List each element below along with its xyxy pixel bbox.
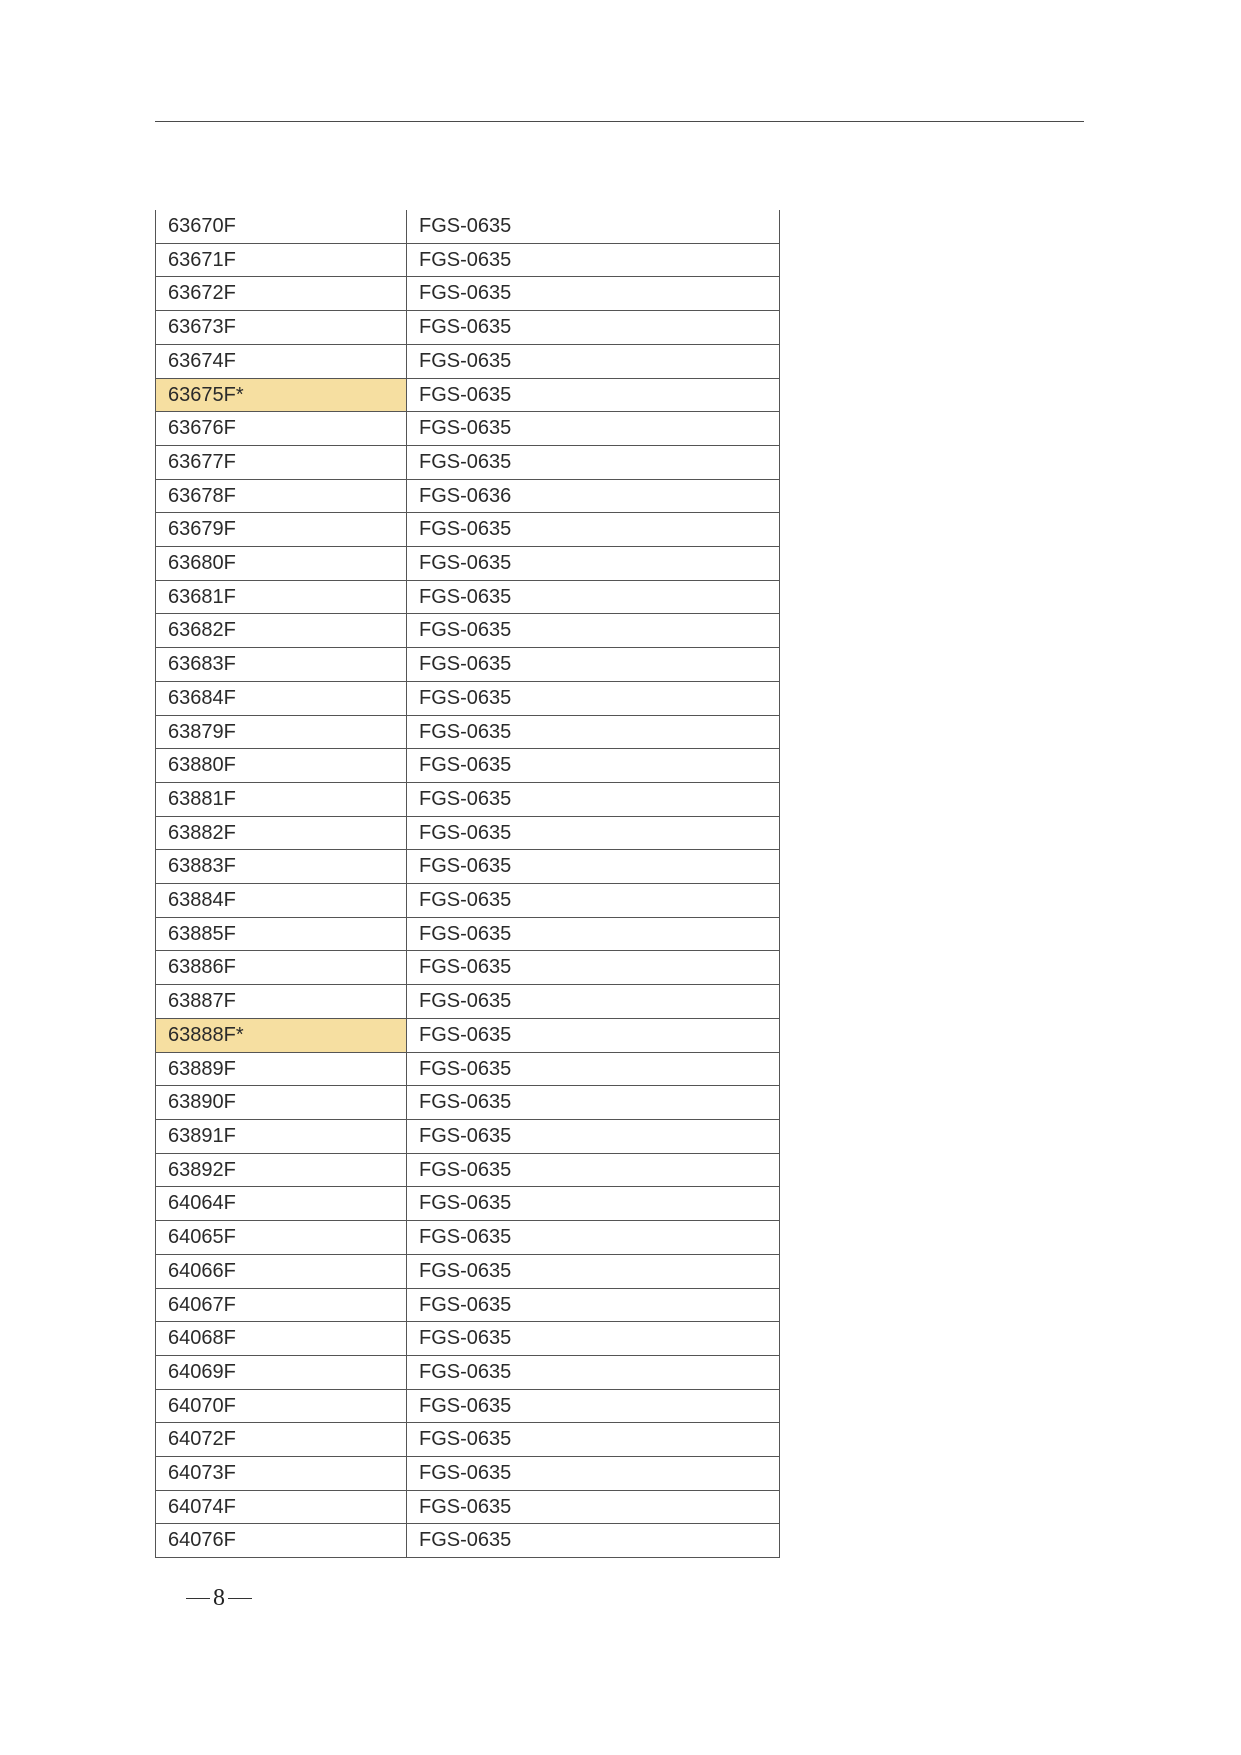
- table-row: [156, 850, 780, 884]
- table-row: [156, 277, 780, 311]
- code-cell: 63670F: [156, 210, 407, 243]
- reference-cell: FGS-0635: [407, 412, 780, 446]
- reference-cell: FGS-0635: [407, 513, 780, 547]
- table-row: [156, 1457, 780, 1491]
- reference-cell: FGS-0635: [407, 445, 780, 479]
- table-row: [156, 1086, 780, 1120]
- reference-cell: FGS-0635: [407, 1389, 780, 1423]
- code-cell: 63674F: [156, 344, 407, 378]
- reference-cell: FGS-0635: [407, 1018, 780, 1052]
- reference-cell: FGS-0635: [407, 648, 780, 682]
- code-cell: 63880F: [156, 749, 407, 783]
- table-row: [156, 210, 780, 243]
- table-row: [156, 1490, 780, 1524]
- code-cell: 63673F: [156, 311, 407, 345]
- code-cell: 63887F: [156, 985, 407, 1019]
- table-row: [156, 917, 780, 951]
- table-row: [156, 445, 780, 479]
- reference-cell: FGS-0635: [407, 1322, 780, 1356]
- table-row: [156, 1254, 780, 1288]
- reference-cell: FGS-0635: [407, 1187, 780, 1221]
- table-row: [156, 580, 780, 614]
- code-cell: 63890F: [156, 1086, 407, 1120]
- reference-cell: FGS-0635: [407, 1221, 780, 1255]
- page-number: [183, 1585, 255, 1612]
- code-cell: 63889F: [156, 1052, 407, 1086]
- reference-cell: FGS-0635: [407, 715, 780, 749]
- table-row: [156, 1288, 780, 1322]
- table-row: [156, 1153, 780, 1187]
- table-row: [156, 614, 780, 648]
- code-cell: 64069F: [156, 1355, 407, 1389]
- reference-cell: FGS-0635: [407, 378, 780, 412]
- code-cell: 64073F: [156, 1457, 407, 1491]
- page-number-left-dash: [186, 1598, 210, 1599]
- code-cell: 63892F: [156, 1153, 407, 1187]
- code-cell: 63683F: [156, 648, 407, 682]
- code-cell: 63677F: [156, 445, 407, 479]
- code-cell: 63678F: [156, 479, 407, 513]
- reference-cell: FGS-0636: [407, 479, 780, 513]
- header-rule: [155, 121, 1084, 122]
- table-row: [156, 479, 780, 513]
- code-cell: 63881F: [156, 782, 407, 816]
- reference-cell: FGS-0635: [407, 1423, 780, 1457]
- table-row: [156, 1389, 780, 1423]
- reference-cell: FGS-0635: [407, 614, 780, 648]
- table-row: [156, 951, 780, 985]
- reference-cell: FGS-0635: [407, 1119, 780, 1153]
- table-row: [156, 816, 780, 850]
- table-row: [156, 1052, 780, 1086]
- reference-cell: FGS-0635: [407, 850, 780, 884]
- reference-cell: FGS-0635: [407, 1153, 780, 1187]
- code-cell: 63886F: [156, 951, 407, 985]
- code-cell: 63680F: [156, 547, 407, 581]
- reference-cell: FGS-0635: [407, 1490, 780, 1524]
- reference-cell: FGS-0635: [407, 210, 780, 243]
- table-row: [156, 344, 780, 378]
- code-cell: 63879F: [156, 715, 407, 749]
- code-cell: 63671F: [156, 243, 407, 277]
- reference-cell: FGS-0635: [407, 344, 780, 378]
- code-cell: 64072F: [156, 1423, 407, 1457]
- code-cell: 63884F: [156, 884, 407, 918]
- code-cell: 63676F: [156, 412, 407, 446]
- reference-cell: FGS-0635: [407, 1288, 780, 1322]
- reference-cell: FGS-0635: [407, 951, 780, 985]
- table-row: [156, 884, 780, 918]
- table-row: [156, 648, 780, 682]
- table-row: [156, 311, 780, 345]
- code-cell: 63682F: [156, 614, 407, 648]
- table-row: [156, 1221, 780, 1255]
- reference-cell: FGS-0635: [407, 1086, 780, 1120]
- table-row: [156, 782, 780, 816]
- code-cell: 64076F: [156, 1524, 407, 1558]
- reference-cell: FGS-0635: [407, 1254, 780, 1288]
- reference-cell: FGS-0635: [407, 1457, 780, 1491]
- table-row: [156, 1322, 780, 1356]
- table-row: [156, 1524, 780, 1558]
- code-cell: 64070F: [156, 1389, 407, 1423]
- table-row: [156, 547, 780, 581]
- code-cell: 63891F: [156, 1119, 407, 1153]
- table-row: [156, 412, 780, 446]
- highlighted-code-cell: 63888F*: [156, 1018, 407, 1052]
- table-row: [156, 513, 780, 547]
- code-cell: 64074F: [156, 1490, 407, 1524]
- code-table: [155, 210, 780, 1558]
- reference-cell: FGS-0635: [407, 1524, 780, 1558]
- reference-cell: FGS-0635: [407, 277, 780, 311]
- reference-cell: FGS-0635: [407, 547, 780, 581]
- reference-cell: FGS-0635: [407, 816, 780, 850]
- table-row: [156, 1119, 780, 1153]
- page-number-right-dash: [228, 1598, 252, 1599]
- code-cell: 63684F: [156, 681, 407, 715]
- reference-cell: FGS-0635: [407, 243, 780, 277]
- code-cell: 64068F: [156, 1322, 407, 1356]
- table-row: [156, 378, 780, 412]
- table-row: [156, 1423, 780, 1457]
- table-row: [156, 243, 780, 277]
- code-cell: 63681F: [156, 580, 407, 614]
- code-cell: 63672F: [156, 277, 407, 311]
- table-row: [156, 985, 780, 1019]
- page-number-value: 8: [213, 1585, 225, 1611]
- highlighted-code-cell: 63675F*: [156, 378, 407, 412]
- code-cell: 64064F: [156, 1187, 407, 1221]
- reference-cell: FGS-0635: [407, 985, 780, 1019]
- code-cell: 63883F: [156, 850, 407, 884]
- code-cell: 63885F: [156, 917, 407, 951]
- code-table-container: [155, 210, 780, 1558]
- reference-cell: FGS-0635: [407, 782, 780, 816]
- reference-cell: FGS-0635: [407, 749, 780, 783]
- reference-cell: FGS-0635: [407, 1355, 780, 1389]
- code-table-body: [156, 210, 780, 1558]
- table-row: [156, 1355, 780, 1389]
- table-row: [156, 715, 780, 749]
- table-row: [156, 681, 780, 715]
- code-cell: 64067F: [156, 1288, 407, 1322]
- code-cell: 64066F: [156, 1254, 407, 1288]
- reference-cell: FGS-0635: [407, 917, 780, 951]
- table-row: [156, 749, 780, 783]
- reference-cell: FGS-0635: [407, 580, 780, 614]
- reference-cell: FGS-0635: [407, 311, 780, 345]
- table-row: [156, 1018, 780, 1052]
- table-row: [156, 1187, 780, 1221]
- reference-cell: FGS-0635: [407, 884, 780, 918]
- code-cell: 64065F: [156, 1221, 407, 1255]
- code-cell: 63882F: [156, 816, 407, 850]
- reference-cell: FGS-0635: [407, 1052, 780, 1086]
- code-cell: 63679F: [156, 513, 407, 547]
- reference-cell: FGS-0635: [407, 681, 780, 715]
